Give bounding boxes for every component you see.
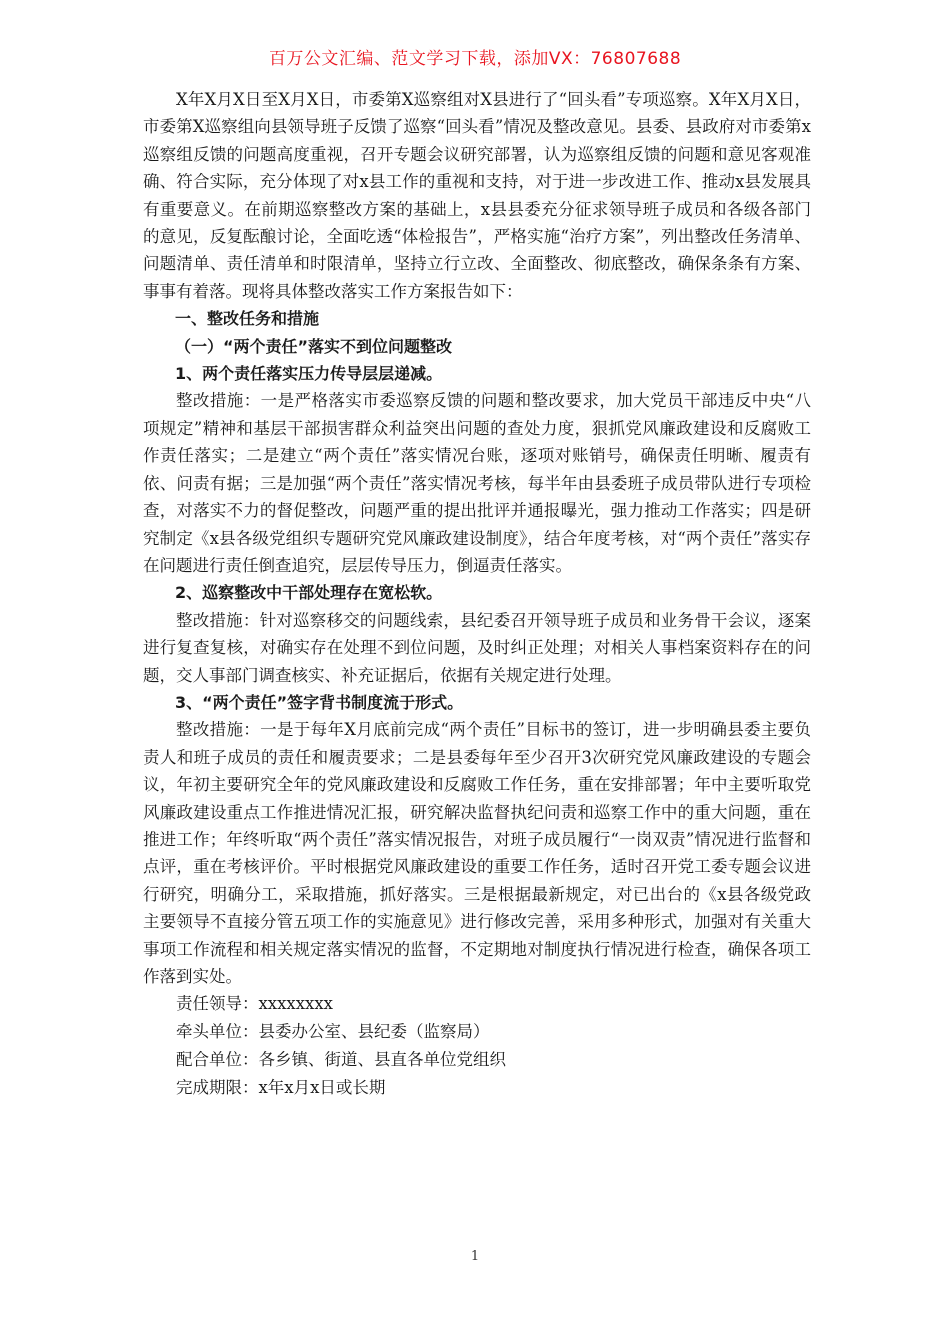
section-heading: 一、整改任务和措施: [175, 309, 320, 329]
lead-unit: 牵头单位：县委办公室、县纪委（监察局）: [176, 1022, 490, 1042]
completion-deadline: 完成期限：x年x月x日或长期: [176, 1078, 386, 1098]
intro-paragraph: X年X月X日至X月X日，市委第X巡察组对X县进行了“回头看”专项巡察。X年X月X日，市委第X巡察组向县领导班子反馈了巡察“回头看”情况及整改意见。县委、县政府对市委第x巡察组反馈的问题高度重视，召开专题会议研究部署，认为巡察组反馈的问题和意见客观准确、符合实际，充分体现了对x县工作的重视和支持，对于进一步改进工作、推动x县发展具有重要意义。在前期巡察整改方案的基础上，x县县委充分征求领导班子成员和各级各部门的意见，反复酝酿讨论，全面吃透“体检报告”，严格实施“治疗方案”，列出整改任务清单、问题清单、责任清单和时限清单，坚持立行立改、全面整改、彻底整改，确保条条有方案、事事有着落。现将具体整改落实工作方案报告如下：: [143, 90, 811, 301]
subsection-heading: （一）“两个责任”落实不到位问题整改: [175, 336, 453, 356]
header-banner: 百万公文汇编、范文学习下载，添加VX：76807688: [268, 49, 682, 69]
responsible-leader: 责任领导：xxxxxxxx: [176, 994, 333, 1014]
item-measures-paragraph: 整改措施：一是严格落实市委巡察反馈的问题和整改要求，加大党员干部违反中央“八项规定”精神和基层干部损害群众利益突出问题的查处力度，狠抓党风廉政建设和反腐败工作责任落实；二是建立“两个责任”落实情况台账，逐项对账销号，确保责任明晰、履责有依、问责有据；三是加强“两个责任”落实情况考核，每半年由县委班子成员带队进行专项检查，对落实不力的督促整改，问题严重的提出批评并通报曝光，强力推动工作落实；四是研究制定《x县各级党组织专题研究党风廉政建设制度》，结合年度考核，对“两个责任”落实存在问题进行责任倒查追究，层层传导压力，倒逼责任落实。: [143, 391, 811, 575]
page-number: 1: [470, 1249, 480, 1264]
item-heading: 1、两个责任落实压力传导层层递减。: [175, 364, 443, 384]
item-heading: 2、巡察整改中干部处理存在宽松软。: [175, 583, 443, 603]
document-body: [143, 86, 811, 1102]
item-heading: 3、“两个责任”签字背书制度流于形式。: [175, 692, 464, 712]
cooperating-unit: 配合单位：各乡镇、街道、县直各单位党组织: [176, 1050, 506, 1070]
item-measures-paragraph: 整改措施：一是于每年X月底前完成“两个责任”目标书的签订，进一步明确县委主要负责人和班子成员的责任和履责要求；二是县委每年至少召开3次研究党风廉政建设的专题会议，年初主要研究全年的党风廉政建设和反腐败工作任务，重在安排部署；年中主要听取党风廉政建设重点工作推进情况汇报，研究解决监督执纪问责和巡察工作中的重大问题，重在推进工作；年终听取“两个责任”落实情况报告，对班子成员履行“一岗双责”情况进行监督和点评，重在考核评价。平时根据党风廉政建设的重要工作任务，适时召开党工委专题会议进行研究，明确分工，采取措施，抓好落实。三是根据最新规定，对已出台的《x县各级党政主要领导不直接分管五项工作的实施意见》进行修改完善，采用多种形式，加强对有关重大事项工作流程和相关规定落实情况的监督，不定期地对制度执行情况进行检查，确保各项工作落到实处。: [143, 720, 811, 986]
item-measures-paragraph: 整改措施：针对巡察移交的问题线索，县纪委召开领导班子成员和业务骨干会议，逐案进行复查复核，对确实存在处理不到位问题，及时纠正处理；对相关人事档案资料存在的问题，交人事部门调查核实、补充证据后，依据有关规定进行处理。: [143, 610, 811, 685]
